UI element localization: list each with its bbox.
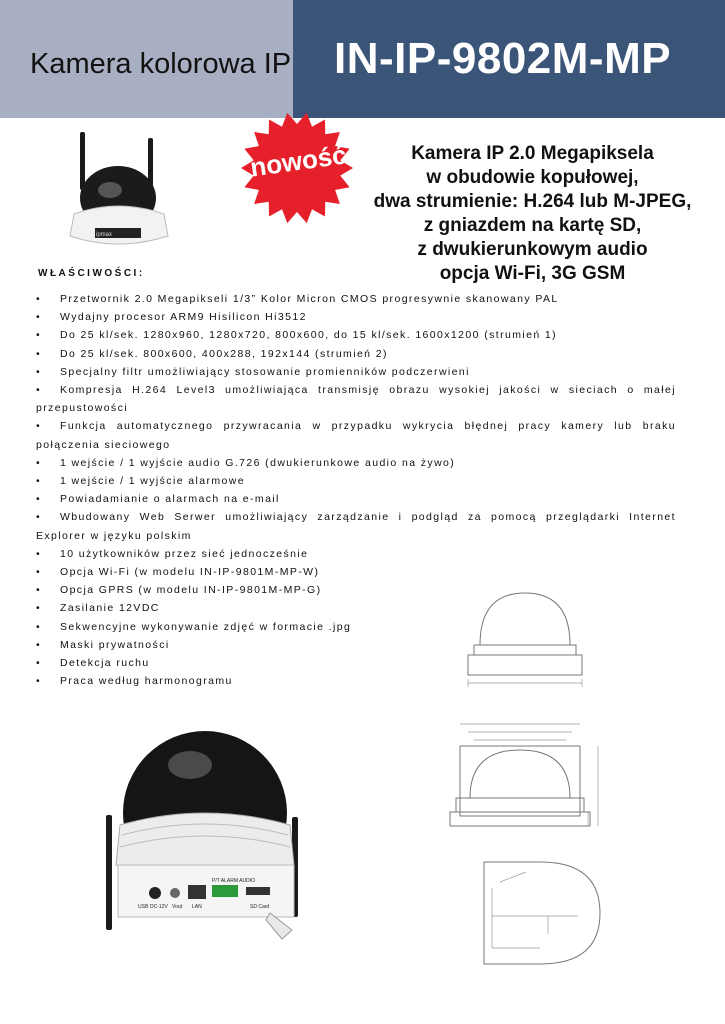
headline-line: w obudowie kopułowej,: [426, 167, 639, 188]
feature-item: • Przetwornik 2.0 Megapikseli 1/3” Kolor Micron CMOS progresywnie skanowany PAL: [36, 290, 676, 308]
feature-item: • Opcja Wi-Fi (w modelu IN-IP-9801M-MP-W): [36, 563, 676, 581]
bullet-icon: •: [36, 347, 42, 360]
bullet-icon: •: [36, 511, 42, 524]
feature-item: • Wydajny procesor ARM9 Hisilicon Hi3512: [36, 308, 676, 326]
bullet-icon: •: [36, 293, 42, 305]
port-label-lan: LAN: [192, 904, 202, 910]
top-view-diagram: [470, 858, 610, 968]
bullet-icon: •: [36, 638, 42, 651]
header-model-name: IN-IP-9802M-MP: [334, 34, 672, 83]
feature-item: • 1 wejście / 1 wyjście alarmowe: [36, 472, 676, 490]
front-view-diagram: [440, 718, 610, 838]
camera-back-photo: [100, 725, 315, 945]
headline-line: z gniazdem na kartę SD,: [423, 215, 642, 236]
feature-item: • Funkcja automatycznego przywracania w przypadku wykrycia błędnej pracy kamery lub braku połączenia sieciowego: [36, 417, 676, 453]
bullet-icon: •: [36, 547, 42, 560]
feature-item: • Specjalny filtr umożliwiający stosowanie promienników podczerwieni: [36, 363, 676, 381]
feature-item: • Do 25 kl/sek. 1280x960, 1280x720, 800x600, do 15 kl/sek. 1600x1200 (strumień 1): [36, 326, 676, 344]
feature-item: • Zasilanie 12VDC: [36, 599, 676, 617]
feature-item: • Wbudowany Web Serwer umożliwiający zarządzanie i podgląd za pomocą przeglądarki Internet Explorer w języku polskim: [36, 508, 676, 544]
feature-item: • Do 25 kl/sek. 800x600, 400x288, 192x144 (strumień 2): [36, 345, 676, 363]
headline-line: Kamera IP 2.0 Megapiksela: [411, 143, 654, 164]
feature-item: • 1 wejście / 1 wyjście audio G.726 (dwukierunkowe audio na żywo): [36, 454, 676, 472]
feature-item: • Maski prywatności: [36, 636, 676, 654]
headline-line: opcja Wi-Fi, 3G GSM: [439, 263, 626, 284]
bullet-icon: •: [36, 620, 42, 633]
bullet-icon: •: [36, 566, 42, 579]
port-label-usb: USB: [138, 904, 149, 910]
headline-line: z dwukierunkowym audio: [417, 239, 648, 260]
port-label-dc: DC-12V: [150, 904, 168, 910]
feature-item: • Detekcja ruchu: [36, 654, 676, 672]
bullet-icon: •: [36, 365, 42, 378]
feature-item: • Praca według harmonogramu: [36, 672, 676, 690]
bullet-icon: •: [36, 493, 42, 506]
camera-brand: ipmax: [96, 232, 113, 238]
bullet-icon: •: [36, 584, 42, 597]
bullet-icon: •: [36, 329, 42, 342]
bullet-icon: •: [36, 657, 42, 670]
bullet-icon: •: [36, 602, 42, 615]
new-badge-text: nowość: [248, 139, 349, 183]
side-view-diagram: [440, 585, 610, 700]
feature-item: • 10 użytkowników przez sieć jednocześnie: [36, 545, 676, 563]
bullet-icon: •: [36, 475, 42, 488]
bullet-icon: •: [36, 675, 42, 688]
headline: [360, 142, 705, 286]
headline-line: dwa strumienie: H.264 lub M-JPEG,: [373, 191, 692, 212]
bullet-icon: •: [36, 384, 42, 397]
port-label-io: P/T ALARM AUDIO: [212, 878, 255, 884]
bullet-icon: •: [36, 311, 42, 324]
bullet-icon: •: [36, 456, 42, 469]
feature-item: • Opcja GPRS (w modelu IN-IP-9801M-MP-G): [36, 581, 676, 599]
feature-item: • Kompresja H.264 Level3 umożliwiająca transmisję obrazu wysokiej jakości w sieciach o małej przepustowości: [36, 381, 676, 417]
port-label-vout: Vout: [172, 904, 183, 910]
port-label-sd: SD Card: [250, 904, 270, 910]
feature-item: • Powiadamianie o alarmach na e-mail: [36, 490, 676, 508]
camera-top-image: [60, 128, 180, 258]
header-subtitle: Kamera kolorowa IP: [30, 48, 292, 80]
features-title: WŁAŚCIWOŚCI:: [38, 268, 145, 279]
bullet-icon: •: [36, 420, 42, 433]
feature-item: • Sekwencyjne wykonywanie zdjęć w formacie .jpg: [36, 618, 676, 636]
